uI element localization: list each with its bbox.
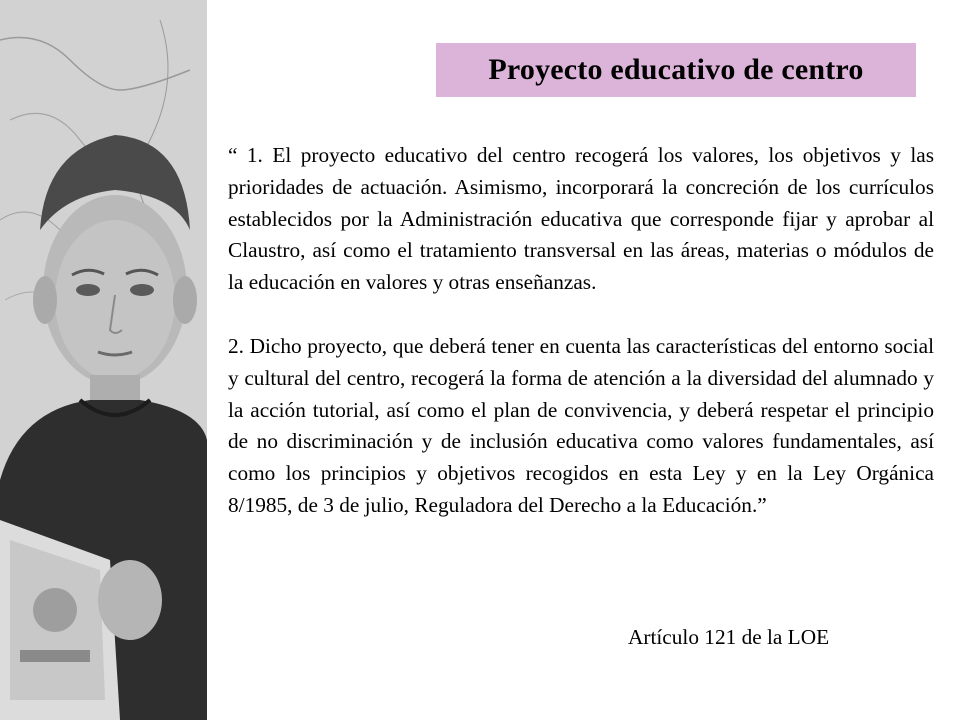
title-banner (436, 43, 916, 97)
paragraph-2: 2. Dicho proyecto, que deberá tener en cuenta las características del entorno social y cultural del centro, recogerá la forma de atención a la diversidad del alumnado y la acción tutorial, así como el plan de convivencia, y deberá respetar el principio de no discriminación y de inclusión educativa como valores fundamentales, así como los principios y objetivos recogidos en esta Ley y en la Ley Orgánica 8/1985, de 3 de julio, Reguladora del Derecho a la Educación.” (228, 333, 934, 517)
article-quote (228, 140, 934, 522)
attribution: Artículo 121 de la LOE (628, 625, 830, 649)
slide-title: Proyecto educativo de centro (488, 53, 864, 86)
paragraph-1: “ 1. El proyecto educativo del centro recogerá los valores, los objetivos y las prioridades de actuación. Asimismo, incorporará la concreción de los currículos establecidos por la Administración educativa que corresponde fijar y aprobar al Claustro, así como el tratamiento transversal en las áreas, materias o módulos de la educación en valores y otras enseñanzas. (228, 143, 934, 295)
boy-reading-photo (0, 0, 207, 720)
